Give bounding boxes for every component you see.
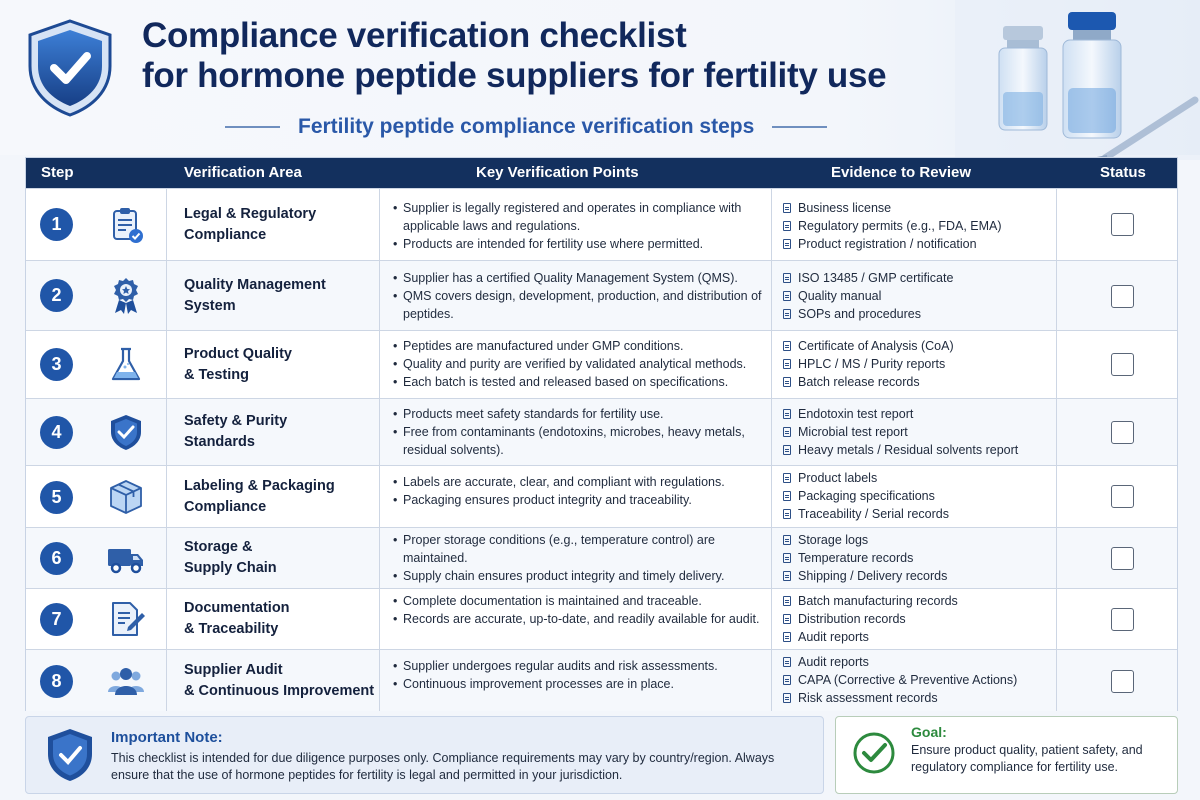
step-number-badge: 4 [40, 416, 73, 449]
document-icon [783, 473, 791, 483]
document-icon [783, 596, 791, 606]
goal-title: Goal: [911, 724, 947, 740]
document-icon [783, 657, 791, 667]
list-item [782, 423, 1062, 441]
evidence-list [782, 592, 1062, 646]
note-title: Important Note: [111, 729, 223, 746]
divider [772, 126, 827, 128]
column-header: Step [41, 164, 74, 181]
document-icon [783, 491, 791, 501]
list-item: • QMS covers design, development, production, and distribution of peptides. [391, 287, 766, 323]
key-points [391, 592, 766, 628]
evidence-list [782, 469, 1062, 523]
document-icon [783, 291, 791, 301]
table-row [26, 649, 1177, 711]
evidence-label: Certificate of Analysis (CoA) [798, 339, 954, 353]
evidence-label: Regulatory permits (e.g., FDA, EMA) [798, 219, 1002, 233]
goal-text: Ensure product quality, patient safety, and regulatory compliance for fertility use. [911, 743, 1143, 774]
document-icon [783, 203, 791, 213]
evidence-label: Product labels [798, 471, 878, 485]
evidence-label: Risk assessment records [798, 691, 938, 705]
evidence-list [782, 531, 1062, 585]
list-item [782, 269, 1062, 287]
key-points [391, 531, 766, 585]
evidence-label: Business license [798, 201, 892, 215]
list-item: • Free from contaminants (endotoxins, microbes, heavy metals, residual solvents). [391, 423, 766, 459]
page-subtitle: Fertility peptide compliance verification steps [298, 115, 755, 138]
package-box-icon [106, 477, 146, 517]
status-checkbox[interactable] [1111, 670, 1134, 693]
evidence-label: Shipping / Delivery records [798, 569, 948, 583]
list-item [782, 531, 1062, 549]
evidence-label: Storage logs [798, 533, 869, 547]
list-item [782, 199, 1062, 217]
list-item: • Supplier undergoes regular audits and risk assessments. [391, 657, 766, 675]
flask-icon [106, 345, 146, 385]
document-icon [783, 693, 791, 703]
document-edit-icon [106, 599, 146, 639]
verification-area: Safety & Purity Standards [184, 413, 288, 450]
status-checkbox[interactable] [1111, 485, 1134, 508]
document-icon [783, 377, 791, 387]
document-icon [783, 221, 791, 231]
key-points [391, 199, 766, 253]
table-row [26, 527, 1177, 588]
document-icon [783, 614, 791, 624]
table-row [26, 330, 1177, 398]
step-number-badge: 5 [40, 481, 73, 514]
evidence-label: CAPA (Corrective & Preventive Actions) [798, 673, 1018, 687]
document-icon [783, 239, 791, 249]
list-item [782, 653, 1062, 671]
step-number-badge: 8 [40, 665, 73, 698]
list-item [782, 689, 1062, 707]
list-item [782, 373, 1062, 391]
step-number-badge: 6 [40, 542, 73, 575]
document-icon [783, 341, 791, 351]
table-row [26, 260, 1177, 330]
award-ribbon-icon [106, 276, 146, 316]
evidence-label: Packaging specifications [798, 489, 935, 503]
shield-check-icon [24, 18, 116, 118]
document-icon [783, 553, 791, 563]
list-item [782, 567, 1062, 585]
evidence-list [782, 199, 1062, 253]
list-item [782, 355, 1062, 373]
key-points [391, 269, 766, 323]
verification-area: Product Quality & Testing [184, 346, 292, 383]
status-checkbox[interactable] [1111, 547, 1134, 570]
list-item [782, 235, 1062, 253]
list-item: • Supplier has a certified Quality Management System (QMS). [391, 269, 766, 287]
goal-box [835, 716, 1178, 794]
checklist-table [25, 157, 1178, 711]
list-item: • Records are accurate, up-to-date, and readily available for audit. [391, 610, 766, 628]
list-item: • Packaging ensures product integrity and traceability. [391, 491, 766, 509]
key-points [391, 405, 766, 459]
page-title: Compliance verification checklist for hormone peptide suppliers for fertility use [142, 16, 887, 95]
list-item [782, 671, 1062, 689]
column-header: Status [1100, 164, 1146, 181]
list-item [782, 469, 1062, 487]
evidence-label: ISO 13485 / GMP certificate [798, 271, 954, 285]
divider [225, 126, 280, 128]
evidence-label: Microbial test report [798, 425, 908, 439]
evidence-label: Traceability / Serial records [798, 507, 949, 521]
document-icon [783, 632, 791, 642]
key-points [391, 473, 766, 509]
list-item: • Peptides are manufactured under GMP conditions. [391, 337, 766, 355]
subtitle-row [225, 113, 865, 141]
list-item: • Supplier is legally registered and operates in compliance with applicable laws and regulations. [391, 199, 766, 235]
list-item: • Products are intended for fertility use where permitted. [391, 235, 766, 253]
status-checkbox[interactable] [1111, 608, 1134, 631]
list-item: • Continuous improvement processes are in place. [391, 675, 766, 693]
list-item: • Each batch is tested and released based on specifications. [391, 373, 766, 391]
evidence-list [782, 269, 1062, 323]
document-icon [783, 273, 791, 283]
list-item: • Supply chain ensures product integrity and timely delivery. [391, 567, 766, 585]
key-points [391, 337, 766, 391]
evidence-label: HPLC / MS / Purity reports [798, 357, 946, 371]
document-icon [783, 409, 791, 419]
table-row [26, 588, 1177, 649]
list-item [782, 441, 1062, 459]
evidence-list [782, 653, 1062, 707]
document-icon [783, 359, 791, 369]
document-icon [783, 535, 791, 545]
document-icon [783, 509, 791, 519]
status-checkbox[interactable] [1111, 421, 1134, 444]
document-icon [783, 445, 791, 455]
clipboard-check-icon [106, 205, 146, 245]
evidence-label: Quality manual [798, 289, 882, 303]
table-header [26, 158, 1177, 188]
header [0, 0, 1200, 155]
table-row [26, 188, 1177, 260]
table-row [26, 398, 1177, 465]
evidence-list [782, 337, 1062, 391]
verification-area: Documentation & Traceability [184, 600, 290, 637]
column-header: Evidence to Review [831, 164, 972, 181]
list-item [782, 592, 1062, 610]
verification-area: Quality Management System [184, 277, 326, 314]
note-text: This checklist is intended for due diligence purposes only. Compliance requirements may vary by country/region. Always ensure that the use of hormone peptides for fertility is legal and permitted in your jurisdiction. [111, 751, 775, 782]
evidence-label: Distribution records [798, 612, 906, 626]
evidence-label: Heavy metals / Residual solvents report [798, 443, 1019, 457]
team-people-icon [106, 661, 146, 701]
evidence-label: Audit reports [798, 655, 869, 669]
list-item: • Products meet safety standards for fertility use. [391, 405, 766, 423]
delivery-truck-icon [106, 538, 146, 578]
key-points [391, 657, 766, 693]
verification-area: Labeling & Packaging Compliance [184, 478, 335, 515]
list-item [782, 287, 1062, 305]
document-icon [783, 427, 791, 437]
status-checkbox[interactable] [1111, 285, 1134, 308]
vials-syringe-image [955, 0, 1200, 160]
table-row [26, 465, 1177, 527]
circle-check-icon [852, 731, 896, 775]
list-item: • Complete documentation is maintained and traceable. [391, 592, 766, 610]
evidence-label: SOPs and procedures [798, 307, 921, 321]
document-icon [783, 309, 791, 319]
evidence-label: Temperature records [798, 551, 914, 565]
column-header: Verification Area [184, 164, 302, 181]
evidence-label: Batch release records [798, 375, 920, 389]
verification-area: Supplier Audit & Continuous Improvement [184, 662, 375, 699]
verification-area: Storage & Supply Chain [184, 539, 277, 576]
status-checkbox[interactable] [1111, 353, 1134, 376]
list-item [782, 217, 1062, 235]
evidence-label: Batch manufacturing records [798, 594, 958, 608]
list-item [782, 610, 1062, 628]
important-note [25, 716, 824, 794]
document-icon [783, 571, 791, 581]
list-item: • Labels are accurate, clear, and compliant with regulations. [391, 473, 766, 491]
evidence-label: Product registration / notification [798, 237, 977, 251]
list-item [782, 405, 1062, 423]
column-header: Key Verification Points [476, 164, 639, 181]
step-number-badge: 3 [40, 348, 73, 381]
list-item [782, 505, 1062, 523]
step-number-badge: 1 [40, 208, 73, 241]
evidence-label: Endotoxin test report [798, 407, 914, 421]
list-item [782, 628, 1062, 646]
step-number-badge: 7 [40, 603, 73, 636]
evidence-list [782, 405, 1062, 459]
status-checkbox[interactable] [1111, 213, 1134, 236]
evidence-label: Audit reports [798, 630, 869, 644]
list-item [782, 549, 1062, 567]
list-item: • Proper storage conditions (e.g., temperature control) are maintained. [391, 531, 766, 567]
document-icon [783, 675, 791, 685]
shield-check-icon [106, 412, 146, 452]
verification-area: Legal & Regulatory Compliance [184, 206, 317, 243]
step-number-badge: 2 [40, 279, 73, 312]
list-item [782, 487, 1062, 505]
list-item: • Quality and purity are verified by validated analytical methods. [391, 355, 766, 373]
shield-check-icon [44, 727, 96, 783]
list-item [782, 305, 1062, 323]
list-item [782, 337, 1062, 355]
